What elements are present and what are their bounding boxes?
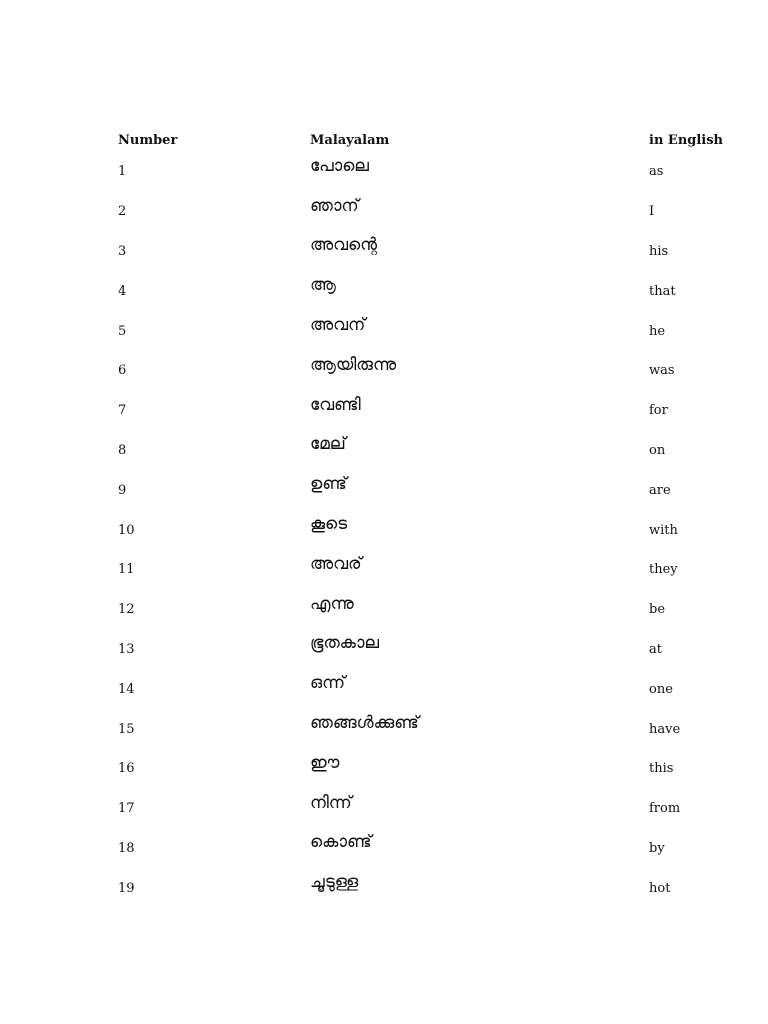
row-english-word: have [649, 721, 681, 737]
row-malayalam-word: ചൂടുള്ള [310, 872, 359, 893]
row-malayalam-word: അവന് [310, 315, 366, 336]
row-malayalam-word: ആയിരുന്നു [310, 354, 397, 375]
row-malayalam-word: ഉണ്ട് [310, 474, 347, 495]
row-malayalam-word: കൂടെ [310, 514, 348, 535]
row-english-word: that [649, 283, 676, 299]
row-malayalam-word: ഒന്ന് [310, 673, 346, 694]
header-number: Number [118, 132, 178, 148]
row-number: 8 [118, 442, 127, 458]
row-number: 17 [118, 801, 135, 817]
row-english-word: from [649, 801, 681, 817]
header-malayalam: Malayalam [310, 132, 390, 148]
row-english-word: with [649, 522, 678, 538]
row-number: 3 [118, 243, 127, 259]
row-english-word: they [649, 562, 678, 578]
row-number: 11 [118, 562, 135, 578]
table-row [118, 868, 758, 908]
row-english-word: be [649, 602, 666, 618]
row-malayalam-word: എന്നു [310, 593, 354, 614]
row-number: 19 [118, 880, 135, 896]
header-english: in English [649, 132, 724, 148]
row-number: 10 [118, 522, 135, 538]
row-english-word: hot [649, 880, 671, 896]
row-number: 2 [118, 204, 127, 220]
row-number: 4 [118, 283, 127, 299]
row-english-word: by [649, 840, 665, 856]
row-english-word: was [649, 363, 675, 379]
row-number: 16 [118, 761, 135, 777]
row-number: 12 [118, 602, 135, 618]
row-malayalam-word: പോലെ [310, 155, 369, 176]
row-number: 7 [118, 403, 127, 419]
row-number: 6 [118, 363, 127, 379]
row-malayalam-word: വേണ്ടി [310, 394, 361, 415]
row-english-word: one [649, 681, 673, 697]
row-number: 5 [118, 323, 127, 339]
row-malayalam-word: ഭൂതകാല [310, 633, 380, 654]
row-number: 9 [118, 482, 127, 498]
row-english-word: as [649, 164, 664, 180]
row-english-word: this [649, 761, 674, 777]
row-english-word: his [649, 243, 669, 259]
row-number: 1 [118, 164, 127, 180]
row-number: 13 [118, 641, 135, 657]
row-english-word: are [649, 482, 671, 498]
row-malayalam-word: ആ [310, 275, 336, 296]
row-number: 15 [118, 721, 135, 737]
row-english-word: on [649, 442, 666, 458]
vocabulary-table [118, 128, 758, 908]
row-english-word: he [649, 323, 666, 339]
row-english-word: I [649, 204, 655, 220]
table-body [118, 152, 758, 908]
row-english-word: at [649, 641, 662, 657]
row-malayalam-word: ഈ [310, 752, 340, 773]
row-english-word: for [649, 403, 668, 419]
row-malayalam-word: നിന്ന് [310, 792, 352, 813]
row-malayalam-word: കൊണ്ട് [310, 832, 372, 853]
row-malayalam-word: ഞാന് [310, 195, 359, 216]
row-malayalam-word: അവന്റെ [310, 235, 378, 256]
row-number: 18 [118, 840, 135, 856]
row-malayalam-word: അവര് [310, 553, 362, 574]
row-number: 14 [118, 681, 135, 697]
row-malayalam-word: ഞങ്ങൾക്കുണ്ട് [310, 713, 419, 734]
row-malayalam-word: മേല് [310, 434, 346, 455]
